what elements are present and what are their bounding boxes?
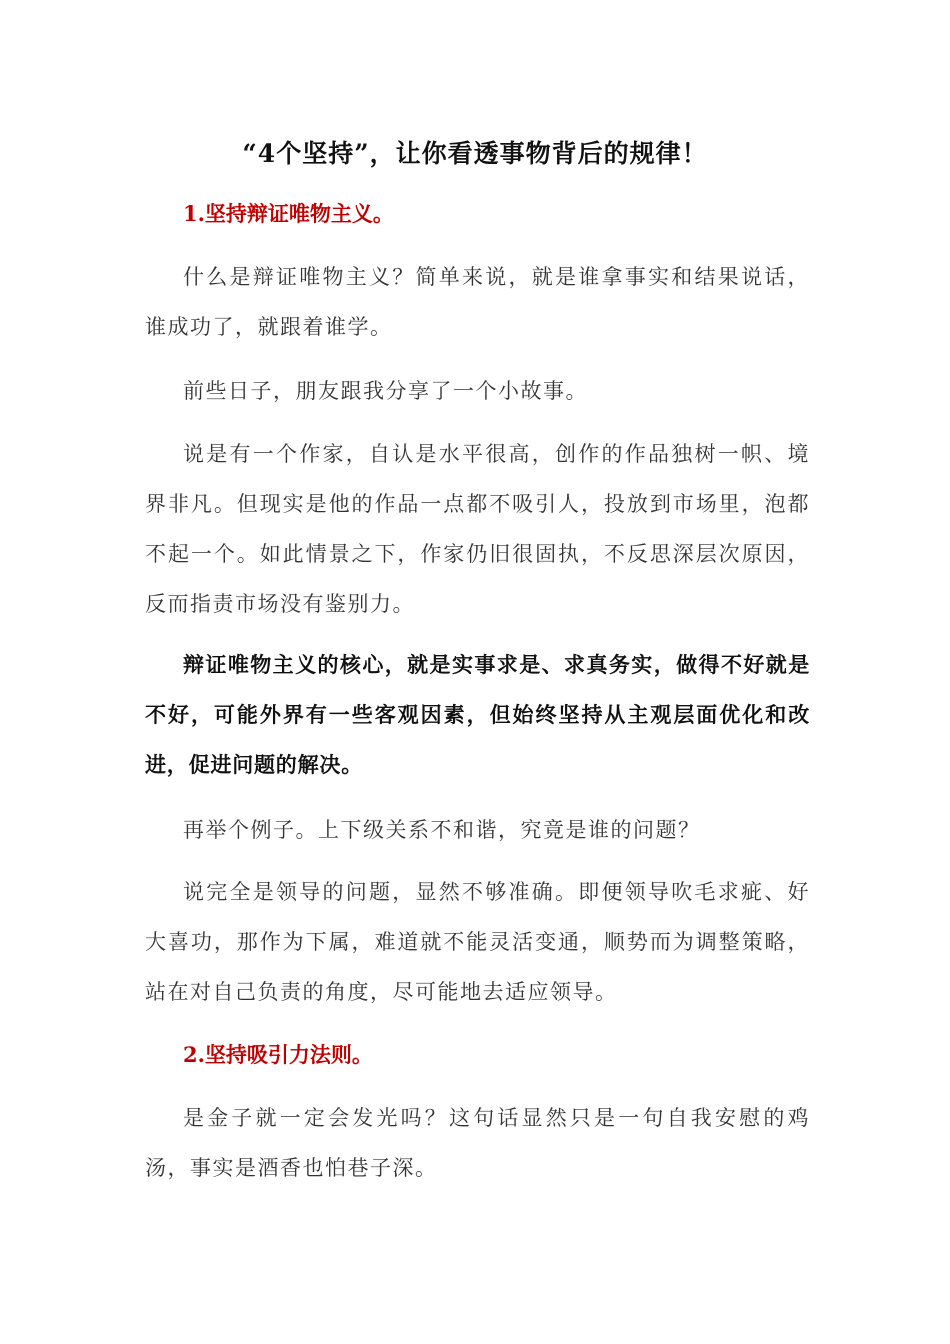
paragraph-1-4-emphasis: 辩证唯物主义的核心，就是实事求是、求真务实，做得不好就是不好，可能外界有一些客观因素，但始终坚持从主观层面优化和改进，促进问题的解决。 <box>145 652 810 777</box>
paragraph-1-5: 再举个例子。上下级关系不和谐，究竟是谁的问题？ <box>183 818 701 842</box>
paragraph-2-1: 是金子就一定会发光吗？这句话显然只是一句自我安慰的鸡汤，事实是酒香也怕巷子深。 <box>145 1106 810 1180</box>
paragraph-1-1: 什么是辩证唯物主义？简单来说，就是谁拿事实和结果说话，谁成功了，就跟着谁学。 <box>145 265 810 339</box>
document-title: “4个坚持”，让你看透事物背后的规律！ <box>242 139 708 168</box>
section-heading-1: 1.坚持辩证唯物主义。 <box>183 201 394 226</box>
section-heading-2: 2.坚持吸引力法则。 <box>183 1042 373 1067</box>
paragraph-1-2: 前些日子，朋友跟我分享了一个小故事。 <box>183 379 588 403</box>
paragraph-1-3: 说是有一个作家，自认是水平很高，创作的作品独树一帜、境界非凡。但现实是他的作品一点都不吸引人，投放到市场里，泡都不起一个。如此情景之下，作家仍旧很固执，不反思深层次原因，反而指责市场没有鉴别力。 <box>145 442 810 616</box>
paragraph-1-6: 说完全是领导的问题，显然不够准确。即便领导吹毛求疵、好大喜功，那作为下属，难道就不能灵活变通，顺势而为调整策略，站在对自己负责的角度，尽可能地去适应领导。 <box>145 880 810 1004</box>
